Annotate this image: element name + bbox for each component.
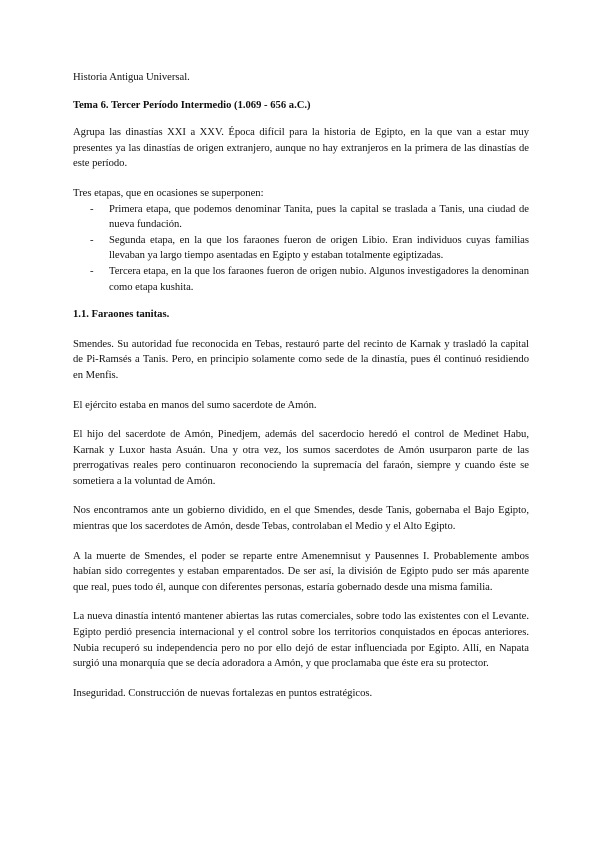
list-item	[73, 264, 529, 295]
topic-title: Tema 6. Tercer Período Intermedio (1.069 - 656 a.C.)	[73, 99, 311, 111]
list-item-text: Primera etapa, que podemos denominar Tanita, pues la capital se traslada a Tanis, una ciudad de nueva fundación.	[109, 203, 529, 231]
bullet-dash: -	[90, 265, 94, 277]
section-heading: 1.1. Faraones tanitas.	[73, 309, 170, 321]
intro-paragraph: Agrupa las dinastías XXI a XXV. Época difícil para la historia de Egipto, en la que van a estar muy presentes ya las dinastías de origen extranjero, aunque no hay extranjeros en la primera de las dinastías de este período.	[73, 127, 529, 170]
course-title: Historia Antigua Universal.	[73, 72, 190, 83]
paragraph-divided-government: Nos encontramos ante un gobierno dividido, en el que Smendes, desde Tanis, gobernaba el Bajo Egipto, mientras que los sacerdotes de Amón, desde Tebas, controlaban el Medio y el Alto Egipto.	[73, 505, 529, 533]
bullet-dash: -	[90, 203, 94, 215]
paragraph-pinedjem: El hijo del sacerdote de Amón, Pinedjem, además del sacerdocio heredó el control de Medinet Habu, Karnak y Luxor hasta Asuán. Una y otra vez, los sumos sacerdotes de Amón usurparon parte de las prerrogativas reales pero continuaron reconociendo la supremacía del faraón, siempre y cuando éste se sometiera a la voluntad de Amón.	[73, 429, 529, 487]
list-item	[73, 233, 529, 264]
bullet-dash: -	[90, 234, 94, 246]
paragraph-succession: A la muerte de Smendes, el poder se reparte entre Amenemnisut y Pausennes I. Probablemente ambos habían sido corregentes y estaban emparentados. De ser así, la división de Egipto pudo ser más aparente que real, pues todo él, aunque con diferentes personas, estaría gobernado desde una misma familia.	[73, 550, 529, 593]
paragraph-smendes: Smendes. Su autoridad fue reconocida en Tebas, restauró parte del recinto de Karnak y trasladó la capital de Pi-Ramsés a Tanis. Pero, en principio solamente como sede de la dinastía, pues él continuó residiendo en Menfis.	[73, 338, 529, 381]
list-item-text: Segunda etapa, en la que los faraones fueron de origen Libio. Eran individuos cuyas familias llevaban ya largo tiempo asentadas en Egipto y estaban totalmente egiptizadas.	[109, 234, 529, 262]
list-item-text: Tercera etapa, en la que los faraones fueron de origen nubio. Algunos investigadores la denominan como etapa kushita.	[109, 265, 529, 293]
paragraph-army: El ejército estaba en manos del sumo sacerdote de Amón.	[73, 399, 317, 411]
stages-intro: Tres etapas, que en ocasiones se superponen:	[73, 187, 264, 199]
list-item	[73, 202, 529, 233]
paragraph-new-dynasty: La nueva dinastía intentó mantener abiertas las rutas comerciales, sobre todo las existentes con el Levante. Egipto perdió presencia internacional y el control sobre los territorios conquistados en épocas anteriores. Nubia recuperó su independencia pero no por ello dejó de estar influenciada por Egipto. Allí, en Napata surgió una monarquía que se decía adoradora a Amón, y que proclamaba que éste era su protector.	[73, 611, 529, 670]
paragraph-insecurity: Inseguridad. Construcción de nuevas fortalezas en puntos estratégicos.	[73, 687, 373, 699]
stages-list	[73, 202, 529, 296]
document-page	[73, 70, 529, 701]
